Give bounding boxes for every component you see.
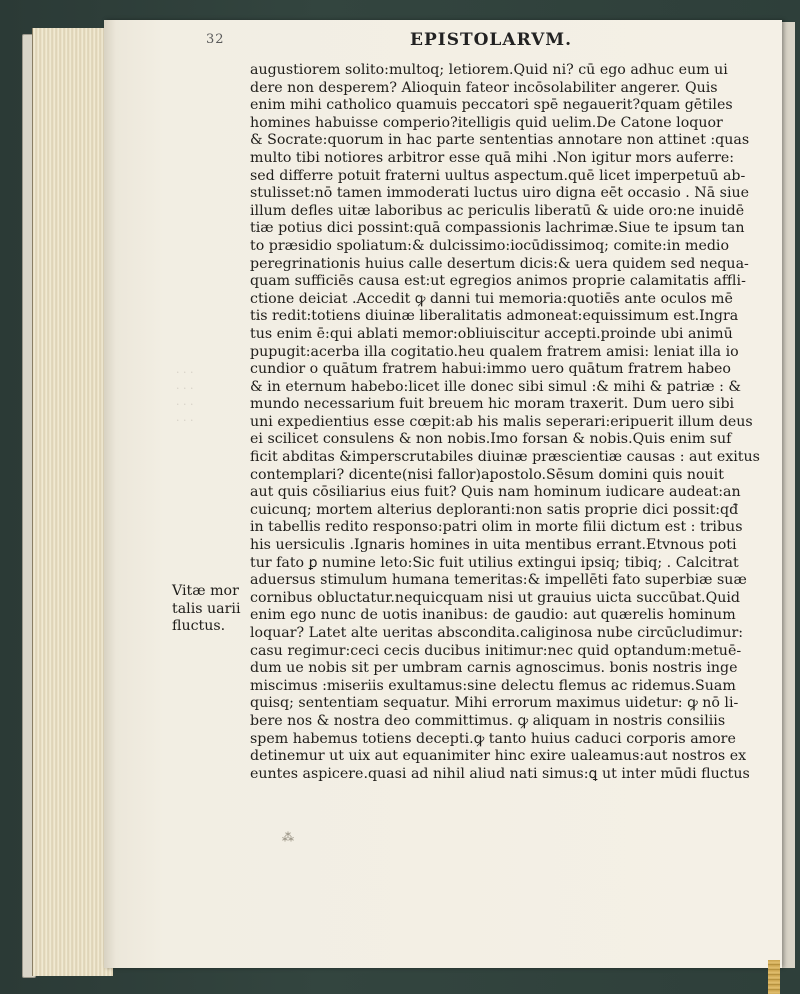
text-line: aut quis cōsiliarius eius fuit? Quis nam hominum iudicare audeat:an <box>250 484 741 501</box>
marginal-note-line: talis uarii <box>172 600 241 617</box>
marginal-note-line: Vitæ mor <box>172 583 239 599</box>
text-line: euntes aspicere.quasi ad nihil aliud nati simus:ꝗ ut inter mūdi fluctus <box>250 765 750 782</box>
text-line: loquar? Latet alte ueritas abscondita.caliginosa nube circūcludimur: <box>250 625 744 641</box>
right-page-edge <box>780 22 795 968</box>
text-line: dum ue nobis sit per umbram carnis agnoscimus. bonis nostris inge <box>250 660 738 677</box>
text-line: stulisset:nō tamen immoderati luctus uiro digna eēt occasio . Nā siue <box>250 185 750 202</box>
text-line: peregrinationis huius calle desertum dicis:& uera quidem sed nequa- <box>250 255 749 272</box>
marginal-note-line: fluctus. <box>172 618 226 635</box>
text-line: & in eternum habebo:licet ille donec sibi simul :& mihi & patriæ : & <box>250 378 742 395</box>
page-stack-edges <box>32 28 113 976</box>
text-line: cuicunq; mortem alterius deploranti:non satis proprie dici possit:qđ <box>250 501 739 518</box>
text-line: tus enim ē:qui ablati memor:obliuiscitur accepti.proinde ubi animū <box>250 325 733 342</box>
text-line: tis redit:totiens diuinæ liberalitatis admoneat:equissimum est.Ingra <box>250 308 739 325</box>
text-line: detinemur ut uix aut equanimiter hinc exire ualeamus:aut nostros ex <box>250 748 747 765</box>
main-text-block <box>250 62 760 783</box>
text-line: cundior o quātum fratrem habui:immo uero quātum fratrem habeo <box>250 361 731 378</box>
text-line: sed differre potuit fraterni uultus aspectum.quē licet imperpetuū ab- <box>250 167 746 184</box>
text-line: & Socrate:quorum in hac parte sententias annotare non attinet :quas <box>250 132 750 149</box>
text-line: bere nos & nostra deo committimus. ꝙ aliquam in nostris consiliis <box>250 712 726 729</box>
text-line: miscimus :miseriis exultamus:sine delectu flemus ac ridemus.Suam <box>250 677 736 694</box>
text-line: quam sufficiēs causa est:ut egregios animos proprie calamitatis affli- <box>250 273 746 290</box>
text-line: tur fato ꝑ numine leto:Sic fuit utilius extingui ipsiq; tibiq; . Calcitrat <box>250 554 739 571</box>
text-line: illum defles uitæ laboribus ac periculis liberatū & uide oro:ne inuidē <box>250 202 745 219</box>
text-line: multo tibi notiores arbitror esse quā mihi .Non igitur mors auferre: <box>250 149 735 166</box>
folio-number: 32 <box>206 32 225 47</box>
text-line: uni expedientius esse cœpit:ab his malis seperari:eripuerit illum deus <box>250 413 753 430</box>
text-line: cornibus obluctatur.nequicquam nisi ut grauius uicta succūbat.Quid <box>250 589 740 606</box>
show-through-text: · · · · · · · · · · · · <box>176 366 194 427</box>
text-line: enim ego nunc de uotis inanibus: de gaudio: aut quærelis hominum <box>250 607 736 624</box>
text-line: augustiorem solito:multoq; letiorem.Quid ni? cū ego adhuc eum ui <box>250 62 728 78</box>
text-line: tiæ potius dici possint:quā compassionis lachrimæ.Siue te ipsum tan <box>250 220 745 237</box>
text-line: his uersiculis .Ignaris homines in uita mentibus errant.Etvnous poti <box>250 537 737 554</box>
bookmark-ribbon <box>768 960 780 994</box>
marginal-note <box>172 583 240 636</box>
text-line: ctione deiciat .Accedit ꝙ danni tui memoria:quotiēs ante oculos mē <box>250 290 733 307</box>
text-line: ei scilicet consulens & non nobis.Imo forsan & nobis.Quis enim suf <box>250 431 732 448</box>
text-line: enim mihi catholico quamuis peccatori spē negauerit?quam gētiles <box>250 97 733 114</box>
text-line: homines habuisse comperio?itelligis quid uelim.De Catone loquor <box>250 114 723 131</box>
text-line: contemplari? dicente(nisi fallor)apostolo.Sēsum domini quis nouit <box>250 466 724 483</box>
text-line: ficit abditas &imperscrutabiles diuinæ præscientiæ causas : aut exitus <box>250 449 760 466</box>
text-line: mundo necessarium fuit breuem hic moram traxerit. Dum uero sibi <box>250 396 735 413</box>
page-stain: ⁂ <box>282 830 294 844</box>
text-line: in tabellis redito responso:patri olim in morte filii dictum est : tribus <box>250 519 743 536</box>
running-head: EPISTOLARVM. <box>410 30 573 50</box>
text-line: dere non desperem? Alioquin fateor incōsolabiliter angerer. Quis <box>250 79 718 96</box>
text-line: pupugit:acerba illa cogitatio.heu qualem fratrem amisi: leniat illa io <box>250 343 739 360</box>
text-line: to præsidio spoliatum:& dulcissimo:iocūdissimoq; comite:in medio <box>250 237 730 254</box>
text-line: spem habemus totiens decepti.ꝙ tanto huius caduci corporis amore <box>250 730 736 747</box>
text-line: aduersus stimulum humana temeritas:& impellēti fato superbiæ suæ <box>250 572 747 589</box>
text-line: quisq; sententiam sequatur. Mihi errorum maximus uidetur: ꝙ nō li- <box>250 695 739 712</box>
text-line: casu regimur:ceci cecis ducibus initimur:nec quid optandum:metuē- <box>250 642 742 659</box>
